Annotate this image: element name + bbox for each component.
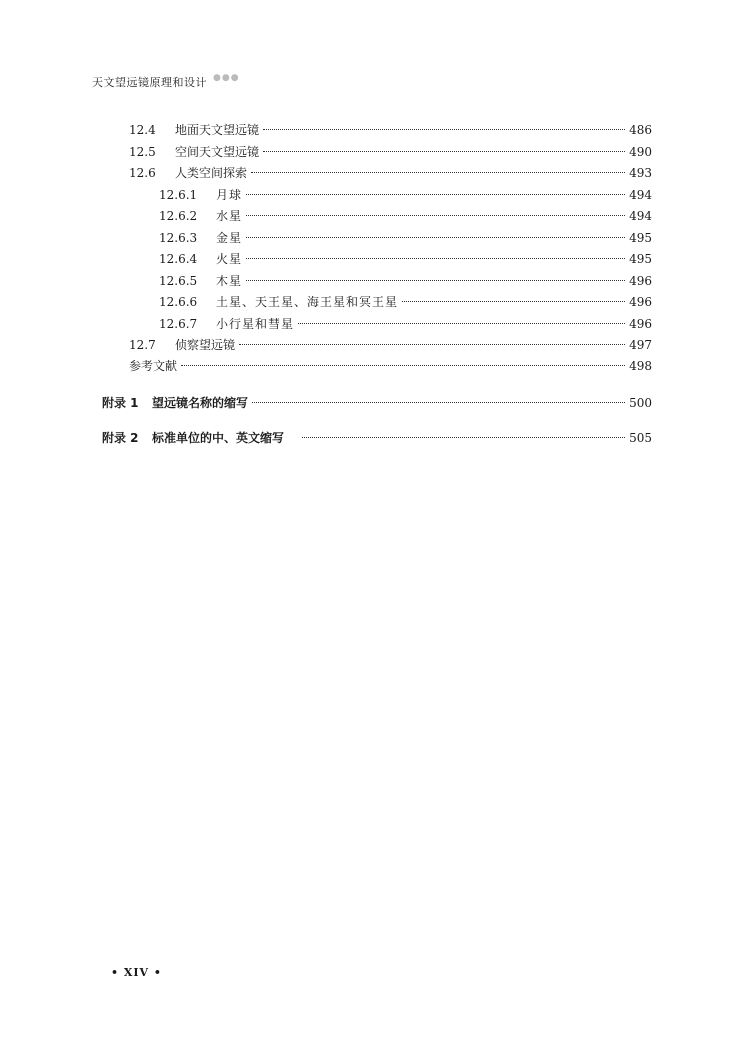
dot-leader — [251, 172, 625, 173]
appendix-number: 附录 2 — [102, 431, 139, 445]
toc-entry-title: 水星 — [216, 209, 243, 223]
toc-entry-number: 12.6.4 — [159, 252, 198, 266]
toc-entry-page: 495 — [629, 231, 652, 245]
toc-entry-number: 12.4 — [129, 123, 156, 137]
toc-entry-page: 496 — [629, 295, 652, 309]
dot-leader — [263, 129, 625, 130]
toc-entry-title: 人类空间探索 — [175, 166, 248, 180]
dot-leader — [246, 258, 625, 259]
toc-entry-title: 小行星和彗星 — [216, 317, 295, 331]
dot-leader — [246, 215, 625, 216]
toc-entry-number: 12.6.2 — [159, 209, 198, 223]
toc-entry-12-6-1[interactable] — [159, 186, 652, 204]
dot-leader — [298, 323, 625, 324]
toc-entry-12-6[interactable] — [129, 164, 652, 182]
toc-entry-page: 494 — [629, 188, 652, 202]
toc-entry-page: 493 — [629, 166, 652, 180]
header-decoration-dots: ●●● — [213, 73, 240, 83]
toc-entry-title: 参考文献 — [129, 359, 178, 373]
dot-leader — [252, 402, 625, 403]
toc-entry-page: 494 — [629, 209, 652, 223]
toc-entry-12-6-7[interactable] — [159, 315, 652, 333]
toc-entry-12-7[interactable] — [129, 336, 652, 354]
dot-leader — [402, 301, 625, 302]
dot-leader — [246, 194, 625, 195]
dot-leader — [263, 151, 625, 152]
toc-entry-number: 12.6.6 — [159, 295, 198, 309]
toc-entry-title: 木星 — [216, 274, 243, 288]
toc-entry-title: 月球 — [216, 188, 243, 202]
toc-entry-title: 土星、天王星、海王星和冥王星 — [216, 295, 399, 309]
dot-leader — [246, 237, 625, 238]
dot-leader — [246, 280, 625, 281]
toc-entry-12-4[interactable] — [129, 121, 652, 139]
toc-entry-title: 空间天文望远镜 — [175, 145, 260, 159]
toc-entry-page: 497 — [629, 338, 652, 352]
toc-entry-number: 12.6.5 — [159, 274, 198, 288]
dot-leader — [239, 344, 625, 345]
toc-appendix-2[interactable] — [102, 429, 652, 447]
toc-entry-number: 12.6.7 — [159, 317, 198, 331]
running-head-title: 天文望远镜原理和设计 — [92, 76, 207, 89]
toc-entry-page: 496 — [629, 274, 652, 288]
appendix-title: 标准单位的中、英文缩写 — [152, 431, 285, 445]
toc-entry-title: 火星 — [216, 252, 243, 266]
dot-leader — [181, 365, 625, 366]
appendix-page: 500 — [629, 396, 652, 410]
toc-entry-12-6-5[interactable] — [159, 272, 652, 290]
toc-entry-title: 地面天文望远镜 — [175, 123, 260, 137]
toc-entry-title: 金星 — [216, 231, 243, 245]
toc-entry-page: 486 — [629, 123, 652, 137]
toc-entry-12-6-3[interactable] — [159, 229, 652, 247]
toc-entry-number: 12.6.1 — [159, 188, 198, 202]
toc-entry-page: 490 — [629, 145, 652, 159]
appendix-title: 望远镜名称的缩写 — [152, 396, 249, 410]
toc-entry-references[interactable] — [129, 357, 652, 375]
toc-entry-12-5[interactable] — [129, 143, 652, 161]
appendix-number: 附录 1 — [102, 396, 139, 410]
page-number: • XIV • — [111, 966, 162, 979]
appendix-page: 505 — [629, 431, 652, 445]
toc-entry-number: 12.6 — [129, 166, 156, 180]
toc-appendix-1[interactable] — [102, 394, 652, 412]
toc-entry-page: 495 — [629, 252, 652, 266]
toc-entry-12-6-4[interactable] — [159, 250, 652, 268]
toc-entry-12-6-2[interactable] — [159, 207, 652, 225]
toc-entry-title: 侦察望远镜 — [175, 338, 236, 352]
toc-entry-page: 496 — [629, 317, 652, 331]
toc-entry-number: 12.5 — [129, 145, 156, 159]
toc-entry-number: 12.6.3 — [159, 231, 198, 245]
toc-entry-12-6-6[interactable] — [159, 293, 652, 311]
toc-entry-page: 498 — [629, 359, 652, 373]
toc-entry-number: 12.7 — [129, 338, 156, 352]
dot-leader — [302, 437, 625, 438]
